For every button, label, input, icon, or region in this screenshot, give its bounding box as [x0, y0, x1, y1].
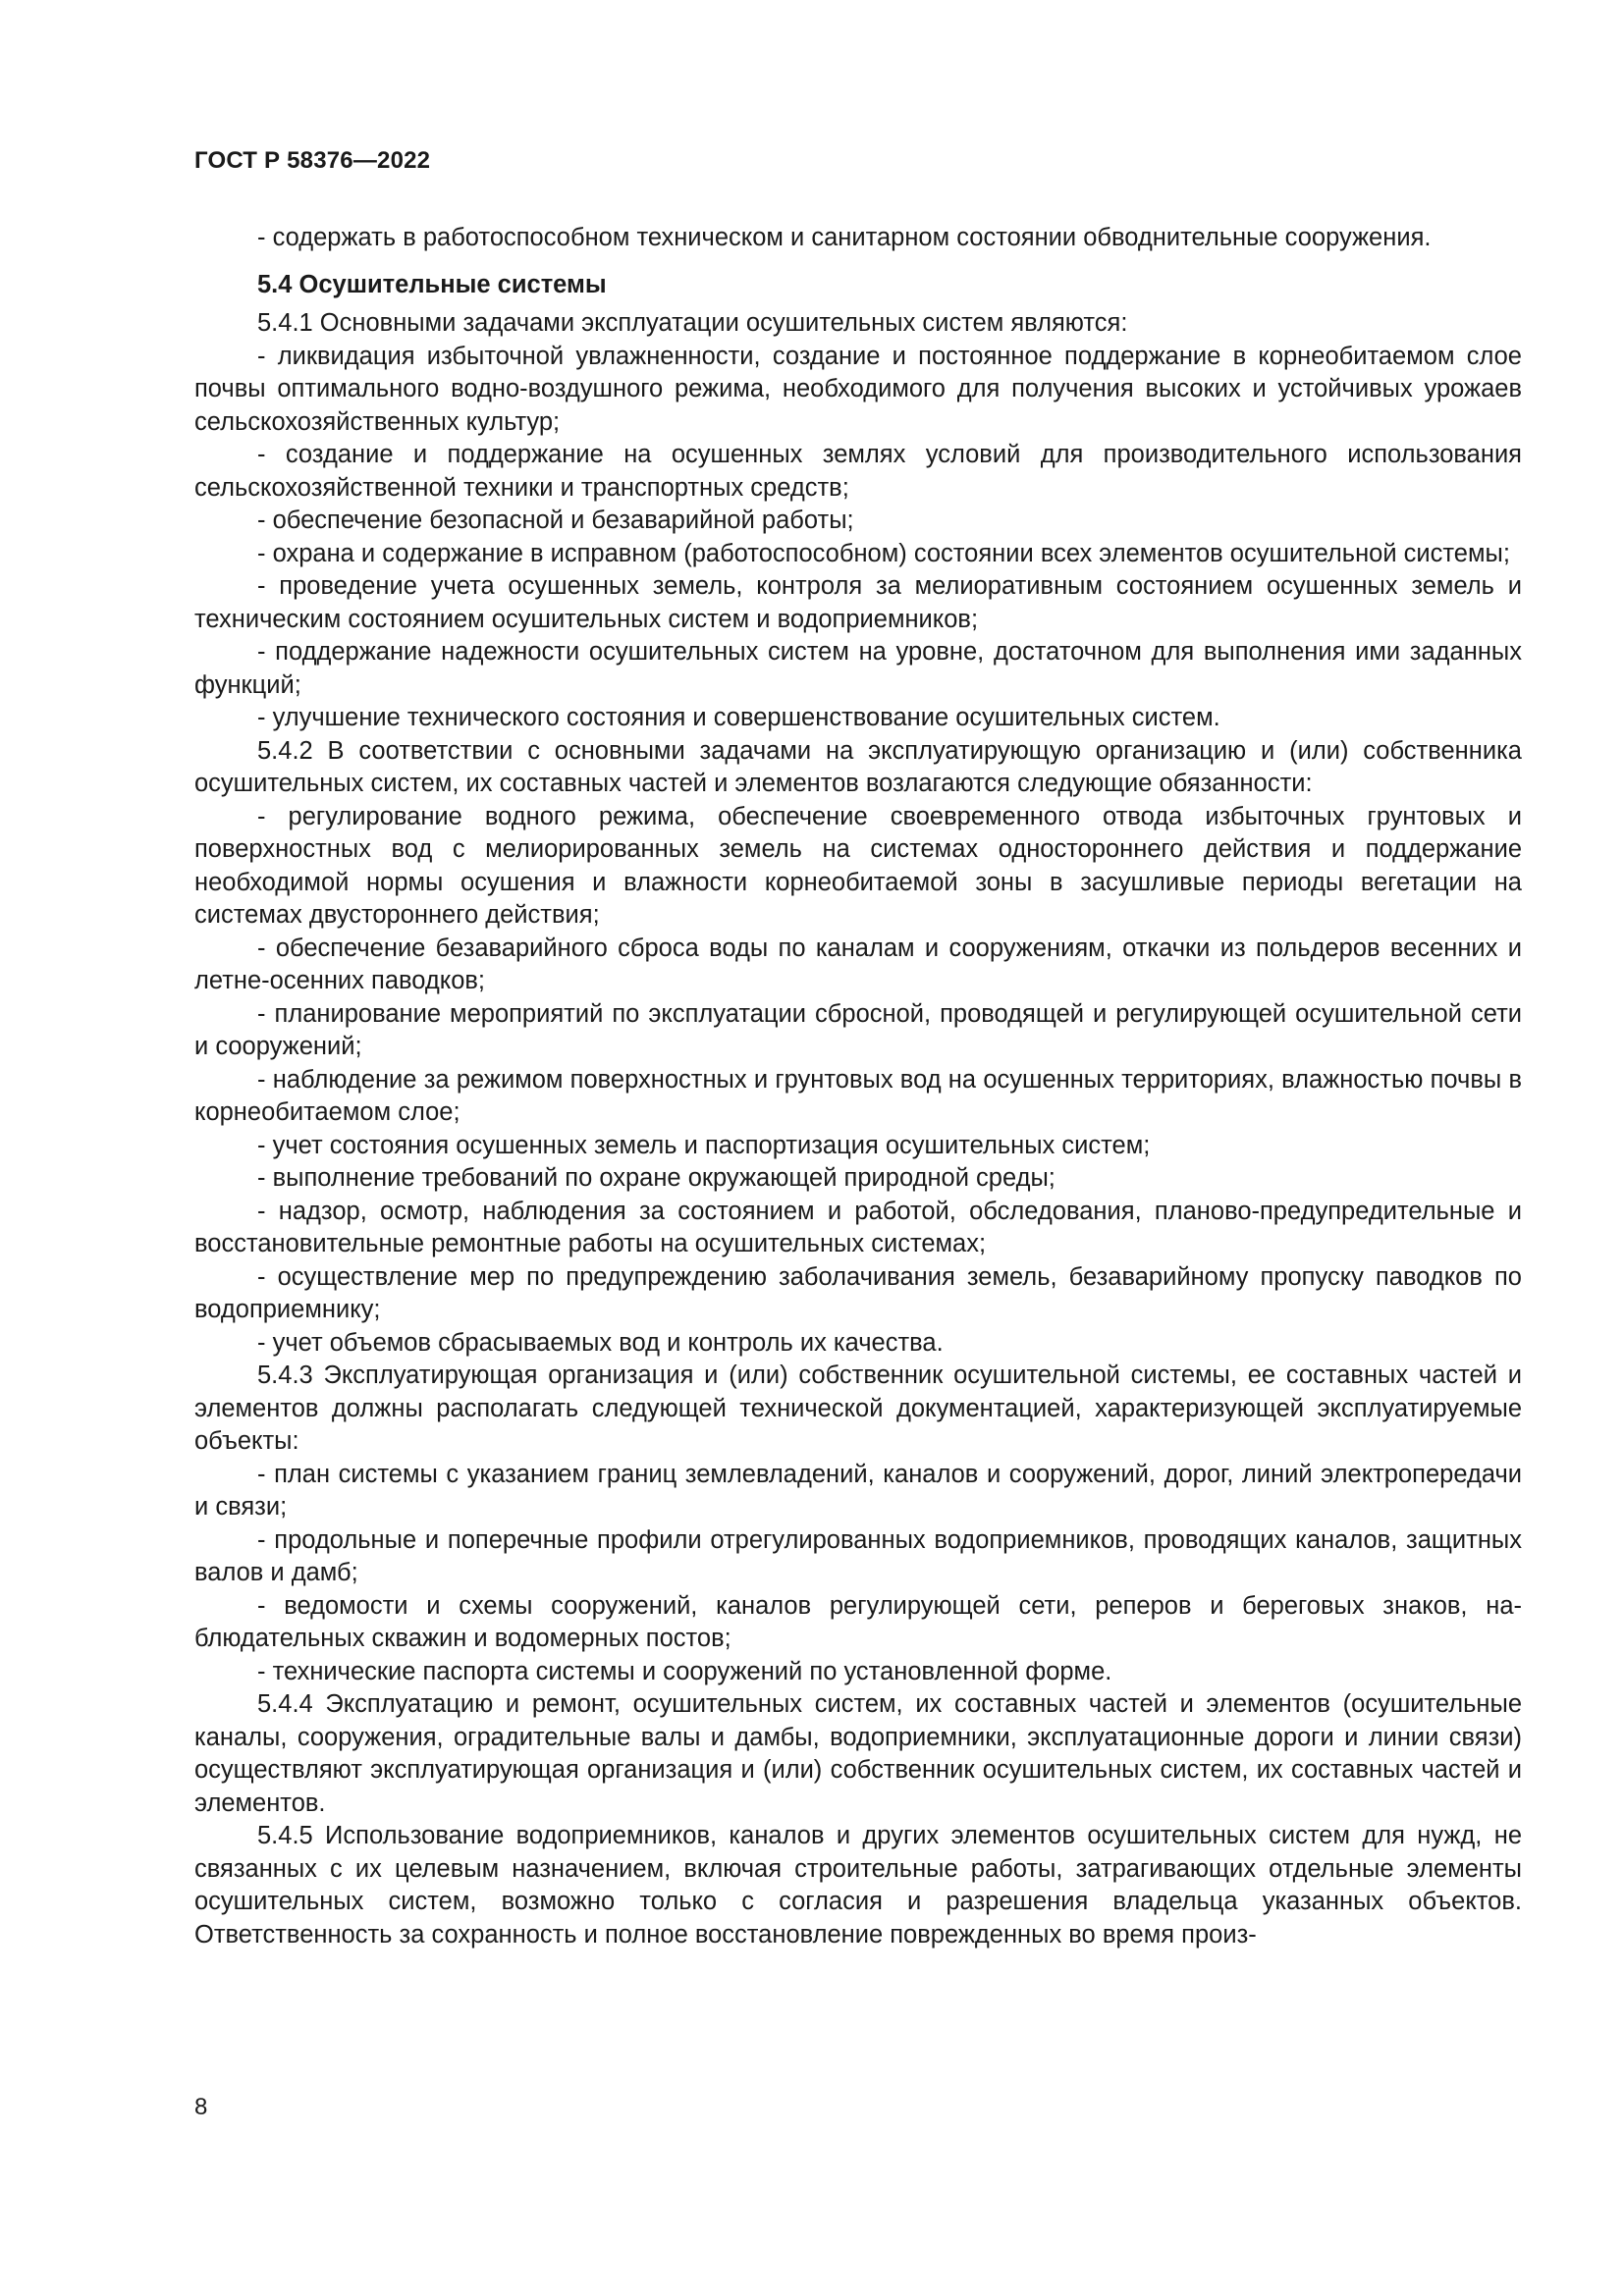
list-item: - обеспечение безаварийного сброса воды по каналам и сооружениям, откачки из польдеров весенних и летне-осенних паводков;: [194, 934, 1522, 994]
list-item: - планирование мероприятий по эксплуатации сбросной, проводящей и регулирующей осушительной сети и сооружений;: [194, 999, 1522, 1060]
list-item: - ликвидация избыточной увлажненности, создание и постоянное поддержание в корнеобитаемом слое почвы оптимального водно-воздушного режима, необходимого для получения высоких и устойчивых урожаев сельскохозяйственных культур;: [194, 342, 1522, 436]
list-item: - создание и поддержание на осушенных землях условий для производительного использования сельскохозяйственной техники и транспортных средств;: [194, 441, 1522, 502]
list-item: - обеспечение безопасной и безаварийной работы;: [257, 507, 854, 534]
list-item: - проведение учета осушенных земель, контроля за мелиоративным состоянием осушенных земель и техническим состоянием осушительных систем и водоприемников;: [194, 572, 1522, 633]
list-item: - ведомости и схемы сооружений, каналов регулирующей сети, реперов и береговых знаков, наблюдательных скважин и водомерных постов;: [194, 1591, 1522, 1652]
list-item: - продольные и поперечные профили отрегулированных водоприемников, проводящих каналов, защитных валов и дамб;: [194, 1525, 1522, 1586]
list-item: - план системы с указанием границ землевладений, каналов и сооружений, дорог, линий электропередачи и связи;: [194, 1460, 1522, 1521]
page-number: 8: [194, 2094, 208, 2120]
list-item: - регулирование водного режима, обеспечение своевременного отвода избыточных грунтовых и поверхностных вод с мелиорированных земель на системах одностороннего действия и поддержание необходимой нормы осушения и влажности корнеобитаемой зоны в засушливые периоды вегетации на системах двустороннего действия;: [194, 802, 1522, 929]
paragraph: 5.4.5 Использование водоприемников, каналов и других элементов осушительных систем для нужд, не связанных с их целевым назначением, включая строительные работы, затрагивающих отдельные элементы осушительных систем, возможно только с согласия и разрешения владельца указанных объектов. Ответственность за сохранность и полное восстановление поврежденных во время произ-: [194, 1822, 1522, 1949]
paragraph: 5.4.1 Основными задачами эксплуатации осушительных систем являются:: [257, 309, 1128, 337]
list-item: - надзор, осмотр, наблюдения за состоянием и работой, обследования, планово-предупредительные и восстановительные ремонтные работы на осушительных системах;: [194, 1197, 1522, 1257]
list-item: - улучшение технического состояния и совершенствование осушительных систем.: [257, 704, 1220, 731]
paragraph: - содержать в работоспособном техническом и санитарном состоянии обводнительные сооружения.: [257, 224, 1432, 251]
document-code-header: ГОСТ Р 58376—2022: [194, 147, 431, 174]
list-item: - осуществление мер по предупреждению заболачивания земель, безаварийному пропуску паводков по водоприемнику;: [194, 1262, 1522, 1323]
list-item: - учет объемов сбрасываемых вод и контроль их качества.: [257, 1328, 944, 1357]
list-item: - наблюдение за режимом поверхностных и грунтовых вод на осушенных территориях, влажностью почвы в корнеобитаемом слое;: [194, 1065, 1522, 1126]
paragraph: 5.4.2 В соответствии с основными задачами на эксплуатирующую организацию и (или) собственника осушительных систем, их составных частей и элементов возлагаются следующие обязанности:: [194, 736, 1522, 797]
document-body: [194, 222, 1522, 1951]
list-item: - охрана и содержание в исправном (работоспособном) состоянии всех элементов осушительной системы;: [257, 539, 1510, 567]
paragraph: 5.4.3 Эксплуатирующая организация и (или) собственник осушительной системы, ее составных частей и элементов должны располагать следующей технической документацией, характеризующей эксплуатируемые объекты:: [194, 1362, 1522, 1455]
list-item: - учет состояния осушенных земель и паспортизация осушительных систем;: [257, 1131, 1151, 1159]
list-item: - выполнение требований по охране окружающей природной среды;: [257, 1164, 1056, 1192]
list-item: - поддержание надежности осушительных систем на уровне, достаточном для выполнения ими заданных функций;: [194, 638, 1522, 699]
paragraph: 5.4.4 Эксплуатацию и ремонт, осушительных систем, их составных частей и элементов (осушительные каналы, сооружения, оградительные валы и дамбы, водоприемники, эксплуатационные дороги и линии связи) осуществляют эксплуатирующая организация и (или) собственник осушительных систем, их составных частей и элементов.: [194, 1690, 1522, 1817]
list-item: - технические паспорта системы и сооружений по установленной форме.: [257, 1657, 1112, 1685]
section-title: 5.4 Осушительные системы: [257, 270, 607, 298]
